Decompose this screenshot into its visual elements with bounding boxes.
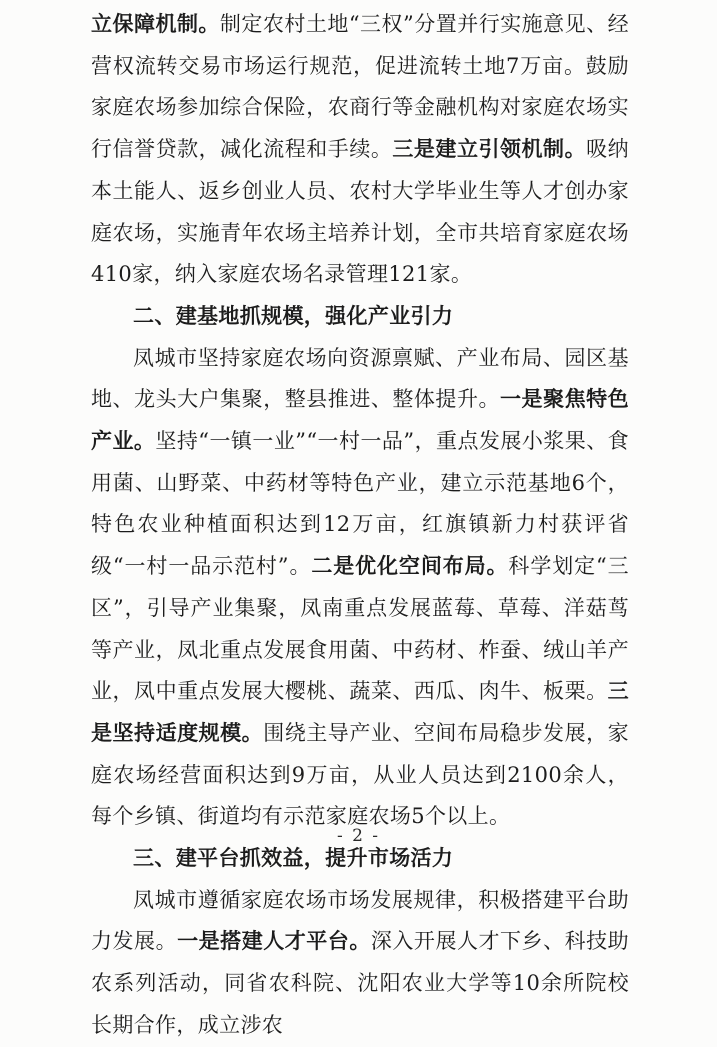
bold-lead: 一是搭建人才平台。 (177, 929, 371, 954)
page-number: - 2 - (336, 826, 381, 846)
paragraph-text: 制定农村土地“三权”分置并行实施意见、经营权流转交易市场运行规范，促进流转土地7万亩。鼓励家庭农场参加综合保险，农商行等金融机构对家庭农场实行信誉贷款，减化流程和手续。 (91, 12, 629, 162)
bold-lead: 三是建立引领机制。 (392, 137, 587, 162)
paragraph-base-scale (91, 338, 629, 838)
bold-lead: 一是聚焦特色产业。 (91, 387, 629, 454)
paragraph-guarantee-mechanism (91, 4, 629, 296)
paragraph-text: 凤城市坚持家庭农场向资源禀赋、产业布局、园区基地、龙头大户集聚，整县推进、整体提升。 (91, 345, 629, 412)
bold-lead: 立保障机制。 (91, 12, 220, 36)
paragraph-text: 凤城市遵循家庭农场市场发展规律，积极搭建平台助力发展。 (91, 887, 629, 954)
paragraph-platform (91, 880, 629, 1047)
bold-lead: 二是优化空间布局。 (311, 554, 509, 579)
section-heading-2: 二、建基地抓规模，强化产业引力 (133, 303, 454, 328)
paragraph-text: 围绕主导产业、空间布局稳步发展，家庭农场经营面积达到9万亩，从业人员达到2100余人，每个乡镇、街道均有示范家庭农场5个以上。 (91, 720, 629, 829)
paragraph-text: 吸纳本土能人、返乡创业人员、农村大学毕业生等人才创办家庭农场，实施青年农场主培养计划，全市共培育家庭农场410家，纳入家庭农场名录管理121家。 (91, 137, 630, 287)
paragraph-text: 科学划定“三区”，引导产业集聚，凤南重点发展蓝莓、草莓、洋菇茑等产业，凤北重点发展食用菌、中药材、柞蚕、绒山羊产业，凤中重点发展大樱桃、蔬菜、西瓜、肉牛、板栗。 (91, 554, 629, 704)
paragraph-text: 坚持“一镇一业”“一村一品”，重点发展小浆果、食用菌、山野菜、中药材等特色产业，建立示范基地6个，特色农业种植面积达到12万亩，红旗镇新力村获评省级“一村一品示范村”。 (91, 429, 629, 579)
bold-lead: 三是坚持适度规模。 (91, 679, 629, 745)
paragraph-text: 深入开展人才下乡、科技助农系列活动，同省农科院、沈阳农业大学等10余所院校长期合作，成立涉农 (91, 929, 629, 1037)
section-heading-3: 三、建平台抓效益，提升市场活力 (133, 846, 454, 871)
